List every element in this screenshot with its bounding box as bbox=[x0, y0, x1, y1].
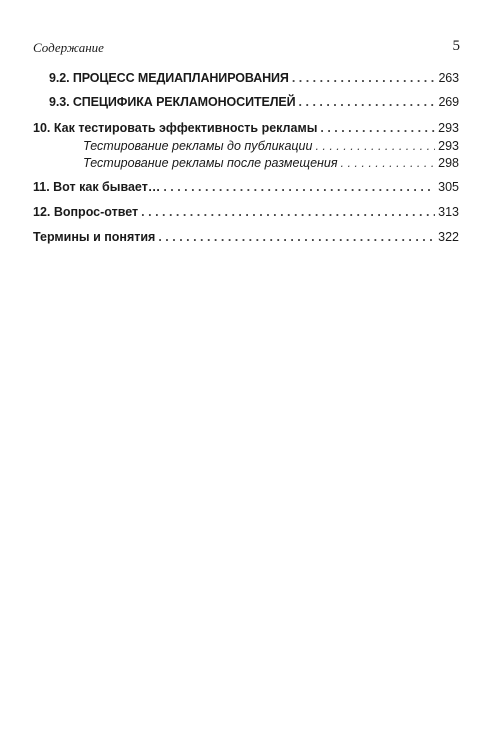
page-number: 5 bbox=[452, 38, 460, 54]
toc-entry-page: 269 bbox=[438, 95, 459, 109]
toc-entry-glossary[interactable] bbox=[33, 229, 459, 245]
toc-entry-label: 9.2. ПРОЦЕСС МЕДИАПЛАНИРОВАНИЯ bbox=[49, 71, 289, 85]
toc-entry-9-3[interactable] bbox=[49, 94, 459, 110]
toc-entry-label: 12. Вопрос-ответ bbox=[33, 205, 139, 219]
toc-entry-9-2[interactable] bbox=[49, 70, 459, 86]
running-header bbox=[33, 38, 460, 58]
toc-leader-dots bbox=[163, 179, 435, 195]
toc-entry-testing-before[interactable] bbox=[83, 138, 459, 154]
toc-entry-page: 313 bbox=[438, 205, 459, 219]
header-title: Содержание bbox=[33, 40, 104, 55]
toc-entry-chapter-12[interactable] bbox=[33, 204, 459, 220]
toc-entry-label: 11. Вот как бывает… bbox=[33, 180, 161, 194]
toc-entry-page: 263 bbox=[438, 71, 459, 85]
toc-entry-label: Тестирование рекламы до публикации bbox=[83, 139, 313, 153]
toc-leader-dots bbox=[292, 70, 436, 86]
toc-entry-page: 293 bbox=[438, 139, 459, 153]
toc-entry-label: Термины и понятия bbox=[33, 230, 156, 244]
toc-entry-label: 10. Как тестировать эффективность рекламы bbox=[33, 121, 318, 135]
toc-leader-dots bbox=[315, 138, 435, 154]
toc-entry-page: 305 bbox=[438, 180, 459, 194]
toc-entry-chapter-10[interactable] bbox=[33, 120, 459, 136]
toc-leader-dots bbox=[299, 94, 436, 110]
toc-leader-dots bbox=[320, 120, 435, 136]
toc-entry-page: 293 bbox=[438, 121, 459, 135]
toc-entry-label: 9.3. СПЕЦИФИКА РЕКЛАМОНОСИТЕЛЕЙ bbox=[49, 95, 296, 109]
toc-entry-testing-after[interactable] bbox=[83, 155, 459, 171]
toc-leader-dots bbox=[341, 155, 436, 171]
toc-entry-label: Тестирование рекламы после размещения bbox=[83, 156, 338, 170]
toc-leader-dots bbox=[141, 204, 435, 220]
toc-entry-page: 322 bbox=[438, 230, 459, 244]
toc-entry-chapter-11[interactable] bbox=[33, 179, 459, 195]
toc-entry-page: 298 bbox=[438, 156, 459, 170]
toc-leader-dots bbox=[158, 229, 435, 245]
